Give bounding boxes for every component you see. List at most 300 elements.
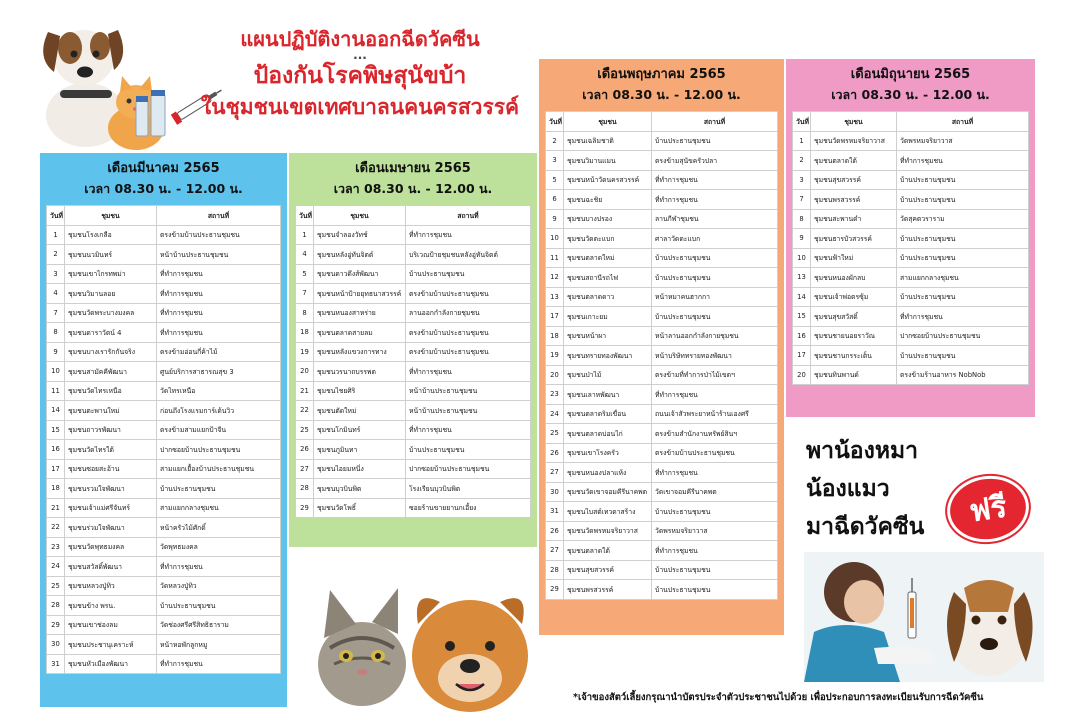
date-cell: 11: [47, 381, 65, 401]
place-cell: สามแยกกลางชุมชน: [897, 268, 1029, 288]
community-cell: ชุมชนทินพานด์: [811, 365, 897, 385]
community-cell: ชุมชนสุขสวรรค์: [811, 170, 897, 190]
community-cell: ชุมชนพรสวรรค์: [811, 190, 897, 210]
community-cell: ชุมชนสามัคคีพัฒนา: [65, 362, 157, 382]
community-cell: ชุมชนบางปรอง: [564, 209, 652, 229]
community-cell: ชุมชนวัดพรหมจริยาวาส: [811, 131, 897, 151]
table-row: [47, 576, 281, 596]
place-cell: หน้าลานออกกำลังกายชุมชน: [652, 326, 778, 346]
place-cell: หน้าบ้านประธานชุมชน: [406, 381, 531, 401]
date-cell: 16: [47, 440, 65, 460]
date-cell: 7: [793, 190, 811, 210]
table-row: [546, 190, 778, 210]
title-line-2: ป้องกันโรคพิษสุนัขบ้า: [253, 62, 467, 89]
date-cell: 20: [793, 365, 811, 385]
community-cell: ชุมชนวัดเขาจอมคีรีนาคพต: [564, 482, 652, 502]
place-cell: ปากซอยบ้านประธานชุมชน: [897, 326, 1029, 346]
community-cell: ชุมชนเขาไกรทพม่า: [65, 264, 157, 284]
place-cell: ตรงข้ามร้านอาหาร NobNob: [897, 365, 1029, 385]
place-cell: บ้านประธานชุมชน: [652, 131, 778, 151]
may-schedule-panel: [539, 59, 784, 635]
place-cell: ลานกีฬาชุมชน: [652, 209, 778, 229]
place-cell: หน้าบริษัททรายทองพัฒนา: [652, 346, 778, 366]
table-row: [793, 190, 1029, 210]
table-row: [47, 264, 281, 284]
table-row: [47, 245, 281, 265]
place-cell: ตรงข้ามบ้านประธานชุมชน: [406, 342, 531, 362]
community-cell: ชุมชนหน้าป้ายยุทธนาสวรรค์: [314, 284, 406, 304]
table-row: [296, 420, 531, 440]
date-cell: 12: [546, 268, 564, 288]
community-cell: ชุมชนสุขสวรรค์: [564, 560, 652, 580]
table-row: [47, 459, 281, 479]
community-cell: ชุมชนชายนอยราวัณ: [811, 326, 897, 346]
table-row: [546, 560, 778, 580]
place-cell: ที่ทำการชุมชน: [652, 170, 778, 190]
header-community: ชุมชน: [564, 112, 652, 132]
date-cell: 17: [47, 459, 65, 479]
table-row: [47, 420, 281, 440]
community-cell: ชุมชนหนองปลาแห้ง: [564, 463, 652, 483]
date-cell: 9: [793, 229, 811, 249]
date-cell: 15: [47, 420, 65, 440]
date-cell: 8: [296, 303, 314, 323]
date-cell: 28: [47, 596, 65, 616]
table-row: [546, 443, 778, 463]
header-place: สถานที่: [652, 112, 778, 132]
table-row: [47, 615, 281, 635]
vet-vaccinating-dog-photo: [804, 552, 1044, 682]
panel-header: [792, 65, 1029, 111]
place-cell: ตรงข้ามสุนัขครัวปลา: [652, 151, 778, 171]
table-row: [546, 151, 778, 171]
header-place: สถานที่: [157, 206, 281, 226]
place-cell: ที่ทำการชุมชน: [157, 654, 281, 674]
place-cell: ที่ทำการชุมชน: [157, 323, 281, 343]
place-cell: วัดพรหมจริยาวาส: [897, 131, 1029, 151]
date-cell: 11: [546, 248, 564, 268]
table-row: [546, 287, 778, 307]
schedule-table: [295, 205, 531, 518]
date-cell: 2: [47, 245, 65, 265]
table-row: [296, 245, 531, 265]
place-cell: ตรงข้ามที่ทำการป่าไม้เขตฯ: [652, 365, 778, 385]
time-range: เวลา 08.30 น. - 12.00 น.: [84, 181, 243, 196]
community-cell: ชุมชนสุขสวัสดิ์: [811, 307, 897, 327]
community-cell: ชุมชนไอยมหนึ่ง: [314, 459, 406, 479]
time-range: เวลา 08.30 น. - 12.00 น.: [582, 87, 741, 102]
table-row: [47, 440, 281, 460]
date-cell: 28: [296, 479, 314, 499]
date-cell: 18: [546, 326, 564, 346]
schedule-table: [545, 111, 778, 600]
table-row: [793, 229, 1029, 249]
table-row: [793, 326, 1029, 346]
cat-dog-photo: [300, 568, 540, 718]
community-cell: ชุมชนป่าไม้: [564, 365, 652, 385]
place-cell: ศูนย์บริการสาธารณสุข 3: [157, 362, 281, 382]
date-cell: 18: [296, 323, 314, 343]
place-cell: ตรงข้ามสามแยกป้าจีน: [157, 420, 281, 440]
date-cell: 4: [47, 284, 65, 304]
community-cell: ชุมชนตลาดสายลม: [314, 323, 406, 343]
header-date: วันที่: [47, 206, 65, 226]
community-cell: ชุมชนเจ้าพ่อตรซุ้ม: [811, 287, 897, 307]
community-cell: ชุมชนซอยสะอ้าน: [65, 459, 157, 479]
date-cell: 29: [296, 498, 314, 518]
community-cell: ชุมชนวัดโพธิ์: [314, 498, 406, 518]
poster-title: [190, 28, 530, 119]
date-cell: 27: [296, 459, 314, 479]
table-row: [47, 596, 281, 616]
table-row: [47, 303, 281, 323]
community-cell: ชุมชนวัดพรหมจริยาวาส: [564, 521, 652, 541]
table-row: [546, 482, 778, 502]
date-cell: 24: [546, 404, 564, 424]
table-row: [546, 521, 778, 541]
date-cell: 5: [296, 264, 314, 284]
community-cell: ชุมชนวัดพระบางมงคล: [65, 303, 157, 323]
community-cell: ชุมชนชานกรระเต็น: [811, 346, 897, 366]
community-cell: ชุมชนพรสวรรค์: [564, 580, 652, 600]
date-cell: 24: [47, 557, 65, 577]
header-date: วันที่: [296, 206, 314, 226]
place-cell: ลานออกกำลังกายชุมชน: [406, 303, 531, 323]
place-cell: ตรงข้ามบ้านประธานชุมชน: [157, 225, 281, 245]
date-cell: 10: [793, 248, 811, 268]
date-cell: 14: [47, 401, 65, 421]
date-cell: 17: [793, 346, 811, 366]
place-cell: สามแยกเยื้องบ้านประธานชุมชน: [157, 459, 281, 479]
place-cell: ที่ทำการชุมชน: [157, 303, 281, 323]
place-cell: บ้านประธานชุมชน: [897, 170, 1029, 190]
date-cell: 3: [793, 170, 811, 190]
table-row: [47, 635, 281, 655]
title-line-3: ในชุมชนเขตเทศบาลนคนครสวรรค์: [200, 95, 520, 120]
date-cell: 14: [793, 287, 811, 307]
month-title: เดือนมิถุนายน 2565: [850, 67, 971, 82]
date-cell: 19: [296, 342, 314, 362]
community-cell: ชุมชนภูมินทา: [314, 440, 406, 460]
place-cell: บ้านประธานชุมชน: [897, 248, 1029, 268]
community-cell: ชุมชนสถานีรถไฟ: [564, 268, 652, 288]
place-cell: บ้านประธานชุมชน: [406, 264, 531, 284]
table-row: [296, 440, 531, 460]
community-cell: ชุมชนหลวงปู่ทิว: [65, 576, 157, 596]
community-cell: ชุมชนร่วมใจพัฒนา: [65, 518, 157, 538]
date-cell: 25: [47, 576, 65, 596]
community-cell: ชุมชนนวมินทร์: [65, 245, 157, 265]
community-cell: ชุมชนหนองสาหร่าย: [314, 303, 406, 323]
place-cell: บ้านประธานชุมชน: [652, 580, 778, 600]
table-row: [47, 362, 281, 382]
place-cell: สามแยกกลางชุมชน: [157, 498, 281, 518]
place-cell: ที่ทำการชุมชน: [897, 151, 1029, 171]
place-cell: ตรงข้ามอ่อนกี่ค้าไม้: [157, 342, 281, 362]
tabby-cat-illustration: [318, 588, 406, 706]
table-row: [793, 287, 1029, 307]
date-cell: 29: [47, 615, 65, 635]
date-cell: 7: [47, 303, 65, 323]
table-row: [47, 518, 281, 538]
table-header-row: [546, 112, 778, 132]
community-cell: ชุมชนเขาโรงครัว: [564, 443, 652, 463]
puppy-illustration: [412, 598, 528, 712]
place-cell: วัดเขาจอมคีรีนาคพต: [652, 482, 778, 502]
place-cell: หน้าหมาคนฮากกา: [652, 287, 778, 307]
place-cell: บ้านประธานชุมชน: [652, 307, 778, 327]
date-cell: 22: [296, 401, 314, 421]
place-cell: วัดพรหมจริยาวาส: [652, 521, 778, 541]
community-cell: ชุมชนตลาดใหม่: [564, 248, 652, 268]
date-cell: 4: [296, 245, 314, 265]
community-cell: ชุมชนดาวดึงส์พัฒนา: [314, 264, 406, 284]
place-cell: ตรงข้ามบ้านประธานชุมชน: [406, 284, 531, 304]
date-cell: 9: [47, 342, 65, 362]
table-row: [793, 365, 1029, 385]
header-date: วันที่: [793, 112, 811, 132]
date-cell: 18: [47, 479, 65, 499]
place-cell: วัดช่องศรีศรีสิทธิธาราม: [157, 615, 281, 635]
table-row: [296, 225, 531, 245]
table-row: [47, 284, 281, 304]
table-row: [296, 323, 531, 343]
table-row: [546, 424, 778, 444]
place-cell: ที่ทำการชุมชน: [652, 541, 778, 561]
community-cell: ชุมชนตลาดดาว: [564, 287, 652, 307]
place-cell: บ้านประธานชุมชน: [652, 502, 778, 522]
date-cell: 5: [546, 170, 564, 190]
community-cell: ชุมชนไบสต์เทวดาสร้าง: [564, 502, 652, 522]
date-cell: 17: [546, 307, 564, 327]
date-cell: 10: [546, 229, 564, 249]
place-cell: หน้าหอพักลูกหมู: [157, 635, 281, 655]
march-schedule-panel: [40, 153, 287, 707]
table-row: [793, 307, 1029, 327]
panel-header: [545, 65, 778, 111]
community-cell: ชุมชนหน้าผา: [564, 326, 652, 346]
table-row: [47, 323, 281, 343]
table-row: [47, 498, 281, 518]
table-header-row: [47, 206, 281, 226]
date-cell: 26: [546, 521, 564, 541]
date-cell: 31: [546, 502, 564, 522]
place-cell: ที่ทำการชุมชน: [157, 557, 281, 577]
community-cell: ชุมชนสะพานดำ: [811, 209, 897, 229]
place-cell: บริเวณป้ายชุมชนหลังอู่ทันจิตต์: [406, 245, 531, 265]
place-cell: วัดสุคตวราราม: [897, 209, 1029, 229]
table-row: [793, 268, 1029, 288]
place-cell: ที่ทำการชุมชน: [406, 420, 531, 440]
community-cell: ชุมชนตัดใหม่: [314, 401, 406, 421]
place-cell: วัดพุทธมงคล: [157, 537, 281, 557]
date-cell: 27: [546, 541, 564, 561]
place-cell: วัดไทรเหนือ: [157, 381, 281, 401]
place-cell: บ้านประธานชุมชน: [157, 596, 281, 616]
place-cell: ก่อนถึงโรงแรมการ์เด้นวิว: [157, 401, 281, 421]
table-row: [546, 170, 778, 190]
date-cell: 15: [793, 307, 811, 327]
header-community: ชุมชน: [65, 206, 157, 226]
table-row: [296, 459, 531, 479]
date-cell: 21: [47, 498, 65, 518]
community-cell: ชุมชนตลาดใต้: [811, 151, 897, 171]
community-cell: ชุมชนหน้าวัดนครสวรรค์: [564, 170, 652, 190]
community-cell: ชุมชนหนองผักลบ: [811, 268, 897, 288]
date-cell: 1: [793, 131, 811, 151]
table-row: [793, 209, 1029, 229]
date-cell: 29: [546, 580, 564, 600]
header-date: วันที่: [546, 112, 564, 132]
place-cell: ที่ทำการชุมชน: [897, 307, 1029, 327]
community-cell: ชุมชนจำลองวัทช์: [314, 225, 406, 245]
place-cell: บ้านประธานชุมชน: [157, 479, 281, 499]
date-cell: 3: [47, 264, 65, 284]
date-cell: 26: [296, 440, 314, 460]
community-cell: ชุมชนเจ้าแม่ศรีจันทร์: [65, 498, 157, 518]
footnote: *เจ้าของสัตว์เลี้ยงกรุณานำบัตรประจำตัวประชาชนไปด้วย เพื่อประกอบการลงทะเบียนรับการฉีดวัคซีน: [573, 692, 984, 703]
table-row: [546, 326, 778, 346]
place-cell: ตรงข้ามสำนักงานทรัพย์สินฯ: [652, 424, 778, 444]
header-place: สถานที่: [406, 206, 531, 226]
table-row: [296, 284, 531, 304]
community-cell: ชุมชนหลังแขวงการทาง: [314, 342, 406, 362]
table-header-row: [793, 112, 1029, 132]
community-cell: ชุมชนดาราวัตน์ 4: [65, 323, 157, 343]
date-cell: 3: [546, 151, 564, 171]
date-cell: 30: [47, 635, 65, 655]
table-row: [296, 303, 531, 323]
table-row: [546, 404, 778, 424]
community-cell: ชุมชนตะพานใหม่: [65, 401, 157, 421]
community-cell: ชุมชนทรายทองพัฒนา: [564, 346, 652, 366]
place-cell: ตรงข้ามบ้านประธานชุมชน: [406, 323, 531, 343]
date-cell: 31: [47, 654, 65, 674]
community-cell: ชุมชนวัดไทรเหนือ: [65, 381, 157, 401]
table-row: [546, 131, 778, 151]
time-range: เวลา 08.30 น. - 12.00 น.: [333, 181, 493, 196]
table-row: [47, 557, 281, 577]
table-row: [296, 362, 531, 382]
place-cell: บ้านประธานชุมชน: [897, 346, 1029, 366]
date-cell: 22: [47, 518, 65, 538]
community-cell: ชุมชนสวัสดิ์พัฒนา: [65, 557, 157, 577]
table-row: [546, 268, 778, 288]
place-cell: หน้าครัวไม้ศักดิ์: [157, 518, 281, 538]
community-cell: ชุมชนตลาดริมเขื่อน: [564, 404, 652, 424]
community-cell: ชุมชนบางเรารักกันจริง: [65, 342, 157, 362]
table-row: [296, 381, 531, 401]
title-line-1: แผนปฏิบัติงานออกฉีดวัคซีน: [240, 27, 480, 51]
community-cell: ชุมชนหลังอู่ทันจิตต์: [314, 245, 406, 265]
table-row: [546, 365, 778, 385]
date-cell: 13: [793, 268, 811, 288]
place-cell: โรงเรียนบุวบินพิต: [406, 479, 531, 499]
community-cell: ชุมชนเขาช่องลม: [65, 615, 157, 635]
table-row: [793, 248, 1029, 268]
june-schedule-panel: [786, 59, 1035, 417]
table-row: [793, 170, 1029, 190]
community-cell: ชุมชนไชยศิริ: [314, 381, 406, 401]
date-cell: 8: [793, 209, 811, 229]
schedule-table: [792, 111, 1029, 385]
month-title: เดือนมีนาคม 2565: [107, 161, 220, 176]
month-title: เดือนเมษายน 2565: [355, 161, 471, 176]
place-cell: ซอยร้านขายยานกเอี้ยง: [406, 498, 531, 518]
community-cell: ชุมชนวัดไทรใต้: [65, 440, 157, 460]
table-row: [546, 346, 778, 366]
place-cell: ที่ทำการชุมชน: [652, 463, 778, 483]
community-cell: ชุมชนวัดพุทธมงคล: [65, 537, 157, 557]
title-dots: ...: [353, 48, 367, 62]
date-cell: 26: [546, 443, 564, 463]
community-cell: ชุมชนถาวรพัฒนา: [65, 420, 157, 440]
community-cell: ชุมชนวรนาถบรรพต: [314, 362, 406, 382]
date-cell: 1: [296, 225, 314, 245]
community-cell: ชุมชนข้าง พรน.: [65, 596, 157, 616]
table-row: [296, 342, 531, 362]
table-row: [546, 541, 778, 561]
promo-line-2: น้องแมว: [806, 476, 890, 502]
place-cell: บ้านประธานชุมชน: [652, 268, 778, 288]
header-place: สถานที่: [897, 112, 1029, 132]
community-cell: ชุมชนวิมานลอย: [65, 284, 157, 304]
place-cell: หน้าบ้านประธานชุมชน: [157, 245, 281, 265]
table-row: [546, 580, 778, 600]
promo-text: [806, 432, 956, 546]
place-cell: บ้านประธานชุมชน: [897, 190, 1029, 210]
place-cell: ที่ทำการชุมชน: [406, 225, 531, 245]
table-row: [546, 229, 778, 249]
place-cell: ปากซอยบ้านประธานชุมชน: [157, 440, 281, 460]
community-cell: ชุมชนเกาะยม: [564, 307, 652, 327]
free-badge: ฟรี: [943, 471, 1033, 548]
community-cell: ชุมชนฉะชิย: [564, 190, 652, 210]
date-cell: 25: [296, 420, 314, 440]
table-row: [47, 479, 281, 499]
place-cell: บ้านประธานชุมชน: [406, 440, 531, 460]
table-row: [546, 463, 778, 483]
date-cell: 6: [546, 190, 564, 210]
table-row: [47, 654, 281, 674]
table-row: [47, 342, 281, 362]
header-community: ชุมชน: [811, 112, 897, 132]
date-cell: 13: [546, 287, 564, 307]
place-cell: ที่ทำการชุมชน: [157, 284, 281, 304]
place-cell: บ้านประธานชุมชน: [652, 560, 778, 580]
table-row: [546, 502, 778, 522]
community-cell: ชุมชนหัวเมืองพัฒนา: [65, 654, 157, 674]
table-row: [546, 248, 778, 268]
community-cell: ชุมชนโกมินทร์: [314, 420, 406, 440]
date-cell: 28: [546, 560, 564, 580]
schedule-table: [46, 205, 281, 674]
community-cell: ชุมชนวิมานแมน: [564, 151, 652, 171]
promo-line-1: พาน้องหมา: [806, 438, 919, 464]
place-cell: หน้าบ้านประธานชุมชน: [406, 401, 531, 421]
table-row: [47, 381, 281, 401]
table-row: [296, 498, 531, 518]
community-cell: ชุมชนเฉลิมชาติ: [564, 131, 652, 151]
date-cell: 20: [546, 365, 564, 385]
date-cell: 23: [546, 385, 564, 405]
table-row: [793, 151, 1029, 171]
community-cell: ชุมชนรวมใจพัฒนา: [65, 479, 157, 499]
place-cell: บ้านประธานชุมชน: [652, 248, 778, 268]
date-cell: 30: [546, 482, 564, 502]
community-cell: ชุมชนธารบัวสวรรค์: [811, 229, 897, 249]
place-cell: วัดหลวงปู่ทิว: [157, 576, 281, 596]
